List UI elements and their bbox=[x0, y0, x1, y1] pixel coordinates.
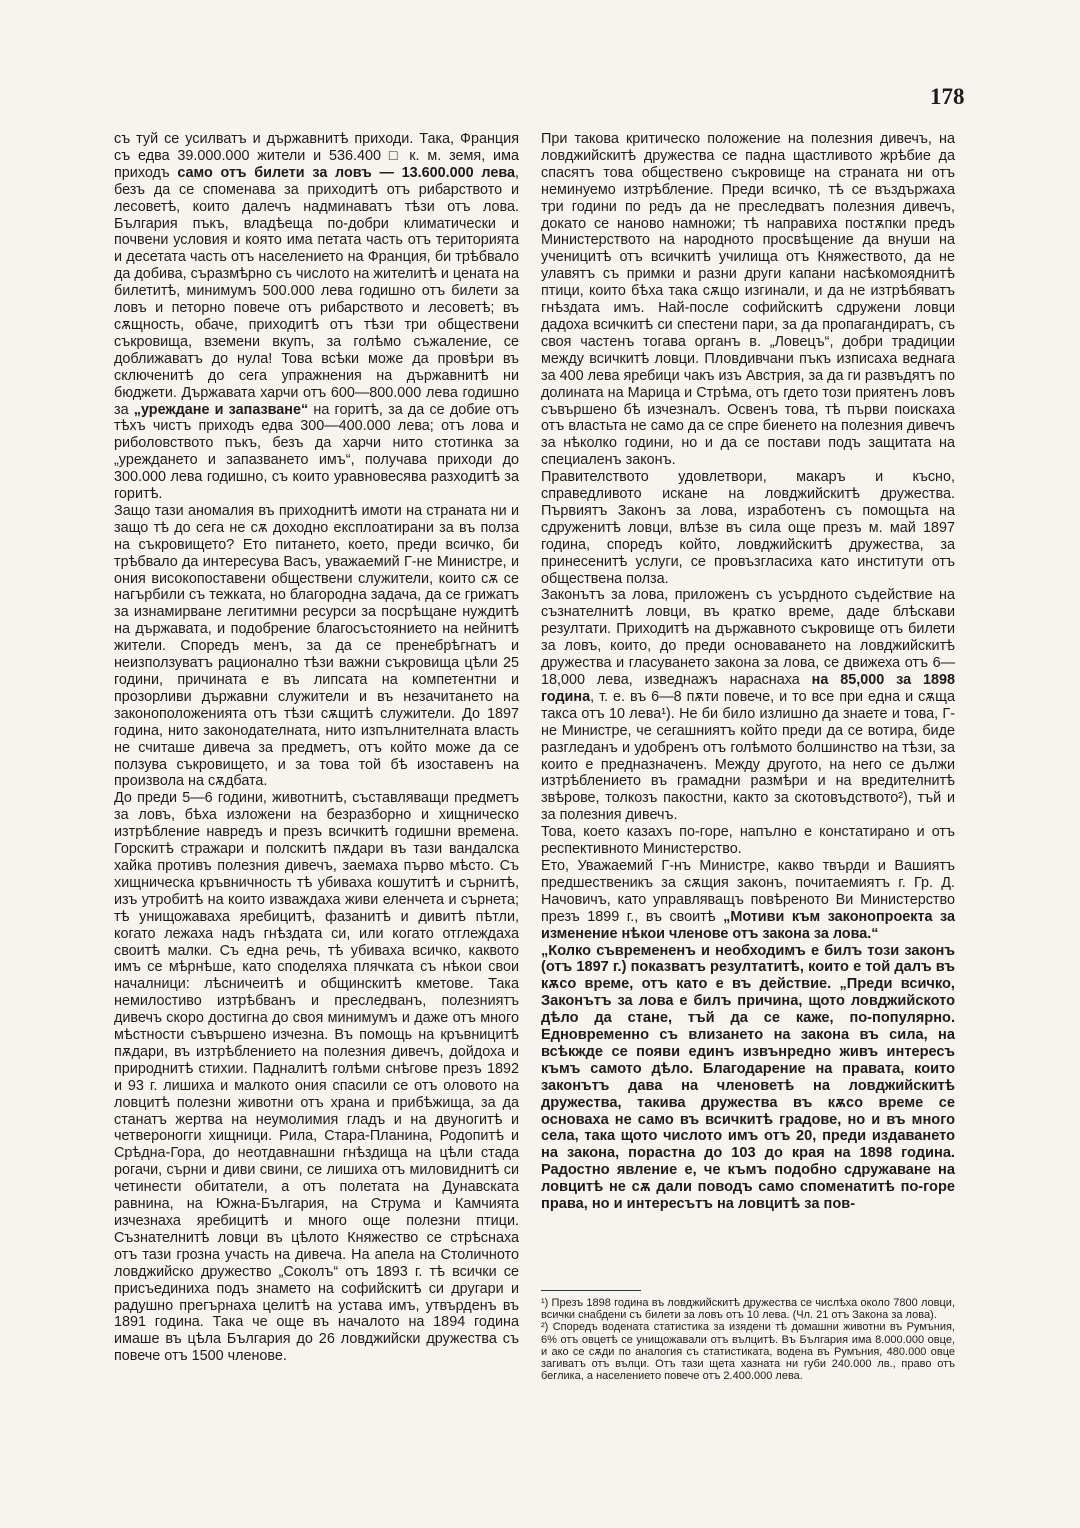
text-run: Правителството удовлетвори, макаръ и късно, справедливото искане на ловджийскитѣ дружества. Първиятъ Законъ за лова, изработенъ съ помощьта на сдруженитѣ ловци, влѣзе въ сила още презъ м. май 1897 година, споредъ който, ловджийскитѣ дружества, за принесенитѣ услуги, се провъзгласиха като институти отъ обществена полза. bbox=[541, 469, 955, 587]
paragraph bbox=[114, 503, 519, 790]
text-run: До преди 5—6 години, животнитѣ, съставляващи предметъ за ловъ, бѣха изложени на безразборно и хищническо изтрѣбление навредъ и презъ всичкитѣ годишни времена. Горскитѣ стражари и полскитѣ пѫдари въ тази вандалска хайка противъ полезния дивечъ, заемаха първо мѣсто. Съ хищническа кръвничность тѣ убиваха кошутитѣ и сърнитѣ, изъ утробитѣ на които изваждаха живи еленчета и сърнета; тѣ унищожаваха яребицитѣ, фазанитѣ и дивитѣ пѣтли, когато лежаха надъ гнѣздата си, или когато отглеждаха своитѣ малки. Съ една речь, тѣ убиваха всичко, каквото имъ се мѣрнѣше, като споделяха плячката съ нѣкои свои началници: лѣсничеитѣ и общинскитѣ кметове. Така немилостиво изтрѣбванъ и преследванъ, полезниятъ дивечъ скоро достигна до своя минимумъ и даже отъ много мѣстности съвършено изчезна. Въ помощь на кръвницитѣ пѫдари, въ изтрѣблението на полезния дивечъ, дойдоха и природнитѣ стихии. Падналитѣ голѣми снѣгове презъ 1892 и 93 г. лишиха и малкото ония спасили се отъ оловото на ловцитѣ полезни животни отъ храна и прибѣжища, за да станатъ жертва на неумолимия гладъ и на двуногитѣ и четвероногги хищници. Рила, Стара-Планина, Родопитѣ и Срѣдна-Гора, до неотдавнашни гнѣздища на цѣли стада рогачи, сърни и диви свини, се лишиха отъ миловиднитѣ си четинести обитатели, а отъ полетата на Дунавската равнина, на Южна-България, на Струма и Камчията изчезнаха яребицитѣ и много още полезни птици. Съзнателнитѣ ловци въ цѣлото Княжество се стрѣснаха отъ тази грозна участь на дивеча. На апела на Столичното ловджийско дружество „Соколъ“ отъ 1893 г. тѣ всички се присъединиха подъ знамето на софийскитѣ си другари и радушно прегърнаха целитѣ на устава имъ, утвърденъ въ 1891 година. Така че още въ началото на 1894 година имаше въ цѣла България до 26 ловджийски дружества съ повече отъ 1500 членове. bbox=[114, 790, 519, 1365]
text-run: Законътъ за лова, приложенъ съ усърдното съдействие на съзнателнитѣ ловци, въ кратко време, даде блѣскави резултати. Приходитѣ на държавното съкровище отъ билети за ловъ, които, до преди основаването на ловджийскитѣ дружества и гласуването закона за лова, се движеха отъ 6—18,000 лева, изведнажъ нараснаха bbox=[541, 587, 955, 688]
text-run: При такова критическо положение на полезния дивечъ, на ловджийскитѣ дружества се падна щастливото жрѣбие да спасятъ това обществено съкровище на страната ни отъ неминуемо изтрѣбление. Преди всичко, тѣ се въздържаха три години по редъ да не преследватъ полезния дивечъ, докато се наново намножи; тѣ направиха постѫпки предъ Министерството на народното просвѣщение да внуши на ученицитѣ отъ всичкитѣ училища отъ Княжеството, да не улавятъ съ примки и разни други капани насѣкомояднитѣ птици, които бѣха така сѫщо изгинали, и да не изтрѣбяватъ гнѣздата имъ. Най-после софийскитѣ сдружени ловци дадоха всичкитѣ си спестени пари, за да пропагандиратъ, съ своя частенъ тогава органъ в. „Ловецъ“, добри традиции между всичкитѣ ловци. Пловдивчани пъкъ изписаха веднага за 400 лева яребици чакъ изъ Австрия, за да ги развъдятъ по долината на Марица и Стрѣма, отъ гдето този приятенъ ловъ съвършено бѣ изчезналъ. Освенъ това, тѣ първи поискаха отъ властьта не само да се спре биенето на полезния дивечъ за нѣколко години, но и да се постави подъ защитата на специаленъ законъ. bbox=[541, 131, 955, 469]
paragraph bbox=[541, 469, 955, 587]
text-run: на горитѣ, за да се добие отъ тѣхъ чистъ приходъ едва 300—400.000 лева; отъ лова и риболовството пъкъ, безъ да харчи нито стотинка за „уреждането и запазването имъ“, получава приходи до 300.000 лева годишно, съ които уравновесява разходитѣ за горитѣ. bbox=[114, 401, 519, 503]
left-column bbox=[114, 131, 519, 1365]
emphasis-text: „уреждане и запазване“ bbox=[133, 401, 309, 418]
paragraph bbox=[541, 858, 955, 943]
footnote-divider bbox=[541, 1290, 641, 1291]
paragraph bbox=[541, 587, 955, 824]
text-run: „Колко съвремененъ и необходимъ е билъ този законъ (отъ 1897 г.) показватъ резултатитѣ, които е той далъ въ кѫсо време, отъ като е въ действие. „Преди всичко, Законътъ за лова е билъ причина, щото ловджийското дѣло да стане, тъй да се каже, по-популярно. Едновременно съ влизането на закона въ сила, на всѣкжде се появи единъ извънредно живъ интересъ къмъ самото дѣло. Благодарение на правата, които законътъ дава на членоветѣ на ловджийскитѣ дружества, такива дружества въ кѫсо време се основаха не само въ всичкитѣ градове, но и въ много села, така щото числото имъ отъ 20, преди издаването на закона, порастна до 103 до края на 1898 година. Радостно явление е, че къмъ подобно сдружаване на ловцитѣ не сѫ дали поводъ само споменатитѣ по-горе права, но и интересътъ на ловцитѣ за пов- bbox=[541, 942, 955, 1213]
emphasis-text: „Мотиви към законопроекта за изменение нѣкои членове отъ закона за лова.“ bbox=[541, 908, 955, 942]
emphasis-text: на 85,000 за 1898 година bbox=[541, 672, 956, 705]
paragraph bbox=[541, 131, 955, 469]
text-run: Защо тази аномалия въ приходнитѣ имоти на страната ни и защо тѣ до сега не сѫ доходно експлоатирани за въ полза на съкровището? Ето питането, което, преди всичко, би трѣбвало да интересува Васъ, уважаемий Г-не Министре, и ония високопоставени обществени служители, които сѫ се нагърбили съ тежката, но благородна задача, да се грижатъ за изнамирване легитимни ресурси за посрѣщане нуждитѣ на държавата, и подобрение благосъстоянието на нейнитѣ жители. Споредъ менъ, за да се пренебрѣгнатъ и неизползуватъ рационално тѣзи важни съкровища цѣли 25 години, причината е въ липсата на компетентни и прозорливи държавни служители и въ незачитането на законоположенията отъ тѣзи сѫщитѣ служители. До 1897 година, нито законодателната, нито изпълнителната власть не считаше дивеча за предметъ, отъ който може да се ползува съкровището, и за това той бѣ изоставенъ на произвола на сѫдбата. bbox=[114, 502, 519, 790]
paragraph bbox=[114, 131, 519, 503]
text-run: , безъ да се споменава за приходитѣ отъ рибарството и лесоветѣ, които далечъ надминаватъ тѣзи отъ лова. България пъкъ, владѣеща по-добри климатически и почвени условия и която има петата часть отъ територията и десетата часть отъ населението на Франция, би трѣбвало да добива, съразмѣрно съ числото на жителитѣ и цената на билетитѣ, минимумъ 500.000 лева годишно отъ билети за ловъ и петорно повече отъ рибарството и лесоветѣ; въ сѫщность, обаче, приходитѣ отъ тѣзи три обществени съкровища, вземени вкупъ, за голѣмо съжаление, се доближаватъ до нула! Това всѣки може да провѣри въ сключенитѣ до сега упражнения на държавнитѣ ни бюджети. Държавата харчи отъ 600—800.000 лева годишно за bbox=[114, 164, 520, 418]
footnote-1: ¹) Презъ 1898 година въ ловджийскитѣ дружества се числѣха около 7800 ловци, всички снабдени съ билети за ловъ отъ 10 лева. (Чл. 21 отъ Закона за лова). bbox=[541, 1297, 955, 1322]
paragraph bbox=[114, 790, 519, 1365]
emphasis-text: само отъ билети за ловъ — 13.600.000 лева bbox=[177, 164, 516, 181]
right-column bbox=[541, 131, 955, 1213]
page-number: 178 bbox=[930, 84, 965, 109]
text-run: съ туй се усилватъ и държавнитѣ приходи. Така, Франция съ едва 39.000.000 жители и 536.400 □ к. м. земя, има приходъ bbox=[114, 131, 519, 181]
text-run: , т. е. въ 6—8 пѫти повече, и то все при една и сѫща такса отъ 10 лева¹). Не би било излишно да знаете и това, Г-не Министре, че сегашниятъ който преди да се вотира, биде разгледанъ и удобренъ отъ голѣмото болшинство на тѣзи, за които е предназначенъ. Между другото, на него се дължи изтрѣблението въ грамадни размѣри и на вредителнитѣ звѣрове, толкозъ пакостни, както за скотовъдството²), тъй и за полезния дивечъ. bbox=[541, 688, 955, 824]
paragraph bbox=[541, 824, 955, 858]
text-run: Това, което казахъ по-горе, напълно е констатирано и отъ респективното Министерство. bbox=[541, 824, 955, 858]
paragraph bbox=[541, 943, 955, 1214]
footnote-2: ²) Споредъ водената статистика за изядени тѣ домашни животни въ Румъния, 6% отъ овцетѣ се унищожавали отъ вълцитѣ. Въ България има 8.000.000 овце, и ако се сѫди по аналогия съ статистиката, водена въ Румъния, 480.000 овце загиватъ отъ вълци. Отъ тази щета хазната ни губи 240.000 лв., право отъ беглика, а населението повече отъ 2.400.000 лева. bbox=[541, 1321, 955, 1383]
text-run: Ето, Уважаемий Г-нъ Министре, какво твърди и Вашиятъ предшественикъ за сѫщия законъ, почитаемиятъ г. Гр. Д. Начовичъ, като управляващъ повѣреното Ви Министерство презъ 1899 г., въ своитѣ bbox=[541, 857, 955, 925]
footnotes bbox=[541, 1297, 955, 1382]
